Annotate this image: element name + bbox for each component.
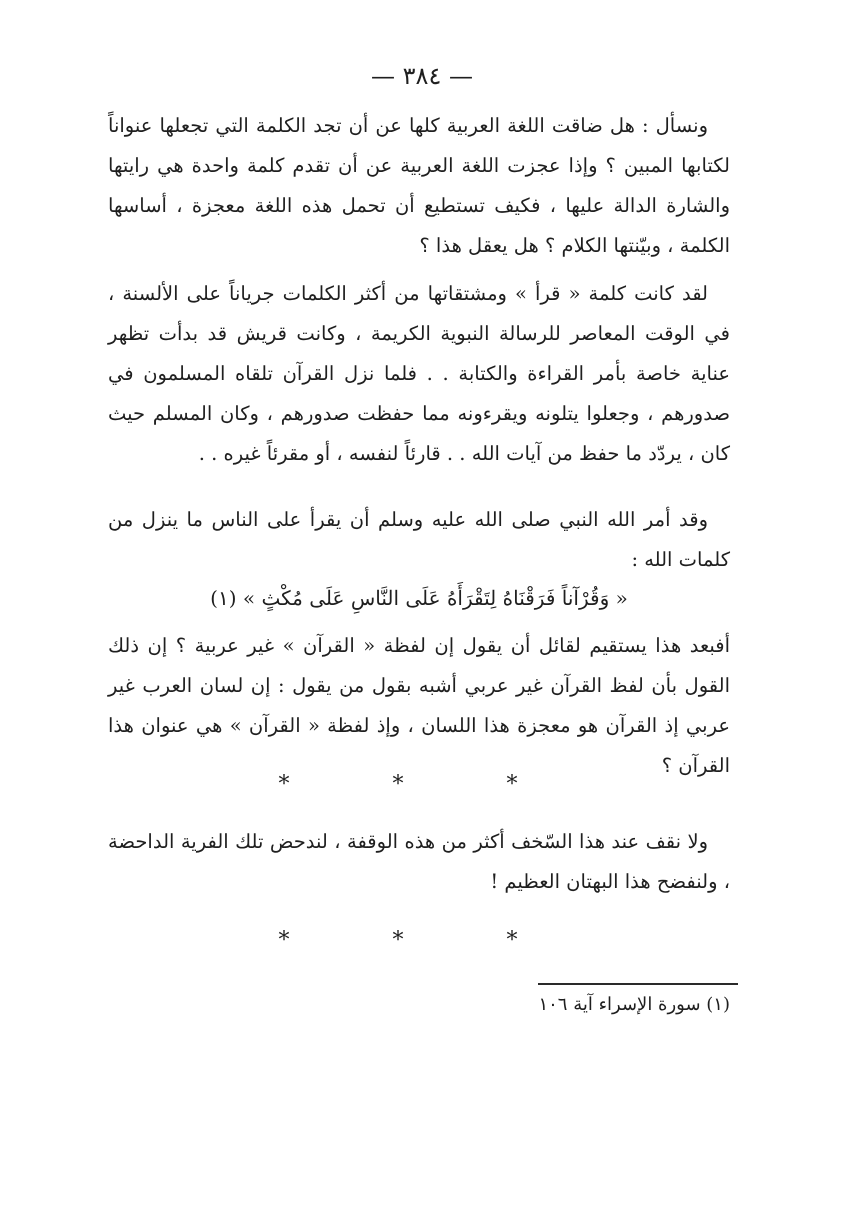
- paragraph-argument: [108, 626, 730, 786]
- footnote: (١) سورة الإسراء آية ١٠٦: [538, 994, 730, 1015]
- quote-text: « وَقُرْآناً فَرَقْنَاهُ لِتَقْرَأَهُ عَلَى النَّاسِ عَلَى مُكْثٍ » (١): [210, 586, 628, 610]
- footnote-divider: [538, 983, 738, 985]
- paragraph-command: [108, 500, 730, 580]
- paragraph-text: ونسأل : هل ضاقت اللغة العربية كلها عن أن تجد الكلمة التي تجعلها عنواناً لكتابها المبين ؟ وإذا عجزت اللغة العربية عن أن تقدم كلمة واحدة هي رايتها والشارة الدالة عليها ، فكيف تستطيع أن تحمل هذه اللغة معجزة ، أساسها الكلمة ، وبيّنتها الكلام ؟ هل يعقل هذا ؟: [108, 114, 730, 257]
- paragraph-reading: [108, 274, 730, 474]
- paragraph-conclusion: [108, 822, 730, 902]
- paragraph-text: أفبعد هذا يستقيم لقائل أن يقول إن لفظة « القرآن » غير عربية ؟ إن ذلك القول بأن لفظ القرآن غير عربي أشبه بقول من يقول : إن لسان العرب غير عربي إذ القرآن هو معجزة هذا اللسان ، وإذ لفظة « القرآن » هي عنوان هذا القرآن ؟: [108, 634, 730, 777]
- paragraph-text: لقد كانت كلمة « قرأ » ومشتقاتها من أكثر الكلمات جرياناً على الألسنة ، في الوقت المعاصر للرسالة النبوية الكريمة ، وكانت قريش قد بدأت تظهر عناية خاصة بأمر القراءة والكتابة . . فلما نزل القرآن تلقاه المسلمون في صدورهم ، وجعلوا يتلونه ويقرءونه مما حفظت صدورهم ، وكان المسلم حيث كان ، يردّد ما حفظ من آيات الله . . قارئاً لنفسه ، أو مقرئاً غيره . .: [108, 282, 730, 465]
- paragraph-text: ولا نقف عند هذا السّخف أكثر من هذه الوقفة ، لندحض تلك الفرية الداحضة ، ولنفضح هذا البهتان العظيم !: [108, 830, 730, 893]
- quran-quote: [108, 578, 730, 618]
- paragraph-question: [108, 106, 730, 266]
- section-separator: * * *: [278, 928, 566, 953]
- page-number: — ٣٨٤ —: [371, 62, 473, 90]
- section-separator: * * *: [278, 772, 566, 797]
- paragraph-text: وقد أمر الله النبي صلى الله عليه وسلم أن يقرأ على الناس ما ينزل من كلمات الله :: [108, 508, 730, 571]
